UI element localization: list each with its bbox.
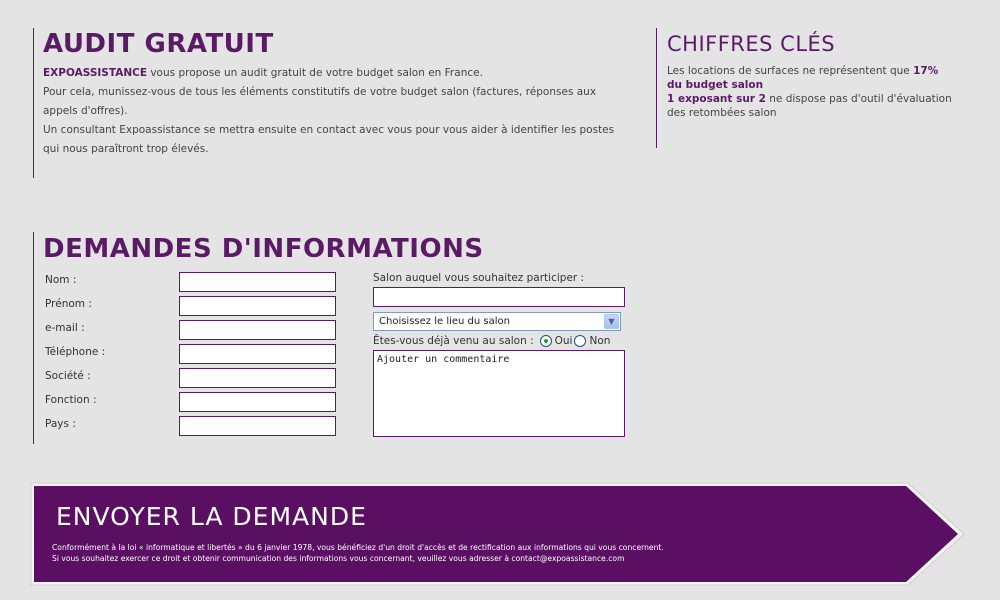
key-figures-section [656,28,956,148]
legal-notice [52,542,872,564]
audit-line3: Un consultant Expoassistance se mettra ensuite en contact avec vous pour vous aider à identifier les postes qui nous paraîtront trop élevés. [43,124,615,155]
non-radio[interactable] [574,335,586,347]
audit-section [33,28,623,178]
nom-label: Nom : [45,274,77,286]
information-request-form [33,232,633,444]
submit-button-label: ENVOYER LA DEMANDE [56,502,367,531]
stat2-text: ne dispose pas d'outil d'évaluation des retombées salon [667,93,952,119]
salon-location-value: Choisissez le lieu du salon [379,316,510,327]
societe-input[interactable] [179,368,336,388]
nom-input[interactable] [179,272,336,292]
chevron-down-icon[interactable]: ▼ [604,314,619,329]
field-row-nom [45,272,345,292]
audit-title: AUDIT GRATUIT [43,29,274,59]
email-label: e-mail : [45,322,85,334]
field-row-email [45,320,345,340]
email-input[interactable] [179,320,336,340]
audit-description [43,64,623,159]
brand-name: EXPOASSISTANCE [43,67,147,79]
legal-line2: Si vous souhaitez exercer ce droit et obtenir communication des informations vous concernant, veuillez vous adresser à contact@expoassistance.com [52,554,625,563]
oui-label: Oui [554,335,573,347]
venu-question [373,335,633,347]
audit-line1: vous propose un audit gratuit de votre budget salon en France. [147,67,483,79]
salon-label: Salon auquel vous souhaitez participer : [373,272,585,284]
societe-label: Société : [45,370,91,382]
arrow-banner-shape [28,480,968,588]
field-row-pays [45,416,345,436]
field-row-societe [45,368,345,388]
salon-details [373,272,633,437]
comment-textarea[interactable] [373,350,625,437]
submit-button[interactable] [28,480,968,588]
stat1-text: Les locations de surfaces ne représentent que [667,65,914,77]
telephone-input[interactable] [179,344,336,364]
salon-input[interactable] [373,287,625,307]
oui-radio[interactable] [540,335,552,347]
non-label: Non [589,335,611,347]
field-row-prenom [45,296,345,316]
prenom-input[interactable] [179,296,336,316]
venu-label: Êtes-vous déjà venu au salon : [373,335,534,347]
salon-location-select[interactable] [373,312,621,331]
field-row-telephone [45,344,345,364]
audit-line2: Pour cela, munissez-vous de tous les éléments constitutifs de votre budget salon (factures, réponses aux appels d'offres). [43,86,597,117]
prenom-label: Prénom : [45,298,92,310]
stat2-highlight: 1 exposant sur 2 [667,93,766,105]
stat1-highlight: 17% du budget salon [667,65,939,91]
key-figures-title: CHIFFRES CLÉS [667,32,836,56]
fonction-label: Fonction : [45,394,97,406]
field-row-fonction [45,392,345,412]
key-figures-text [667,64,956,120]
pays-label: Pays : [45,418,76,430]
pays-input[interactable] [179,416,336,436]
legal-line1: Conformément à la loi « informatique et libertés » du 6 janvier 1978, vous bénéficiez d'un droit d'accès et de rectification aux informations qui vous concernent. [52,543,664,552]
fonction-input[interactable] [179,392,336,412]
form-title: DEMANDES D'INFORMATIONS [43,234,484,264]
telephone-label: Téléphone : [45,346,106,358]
